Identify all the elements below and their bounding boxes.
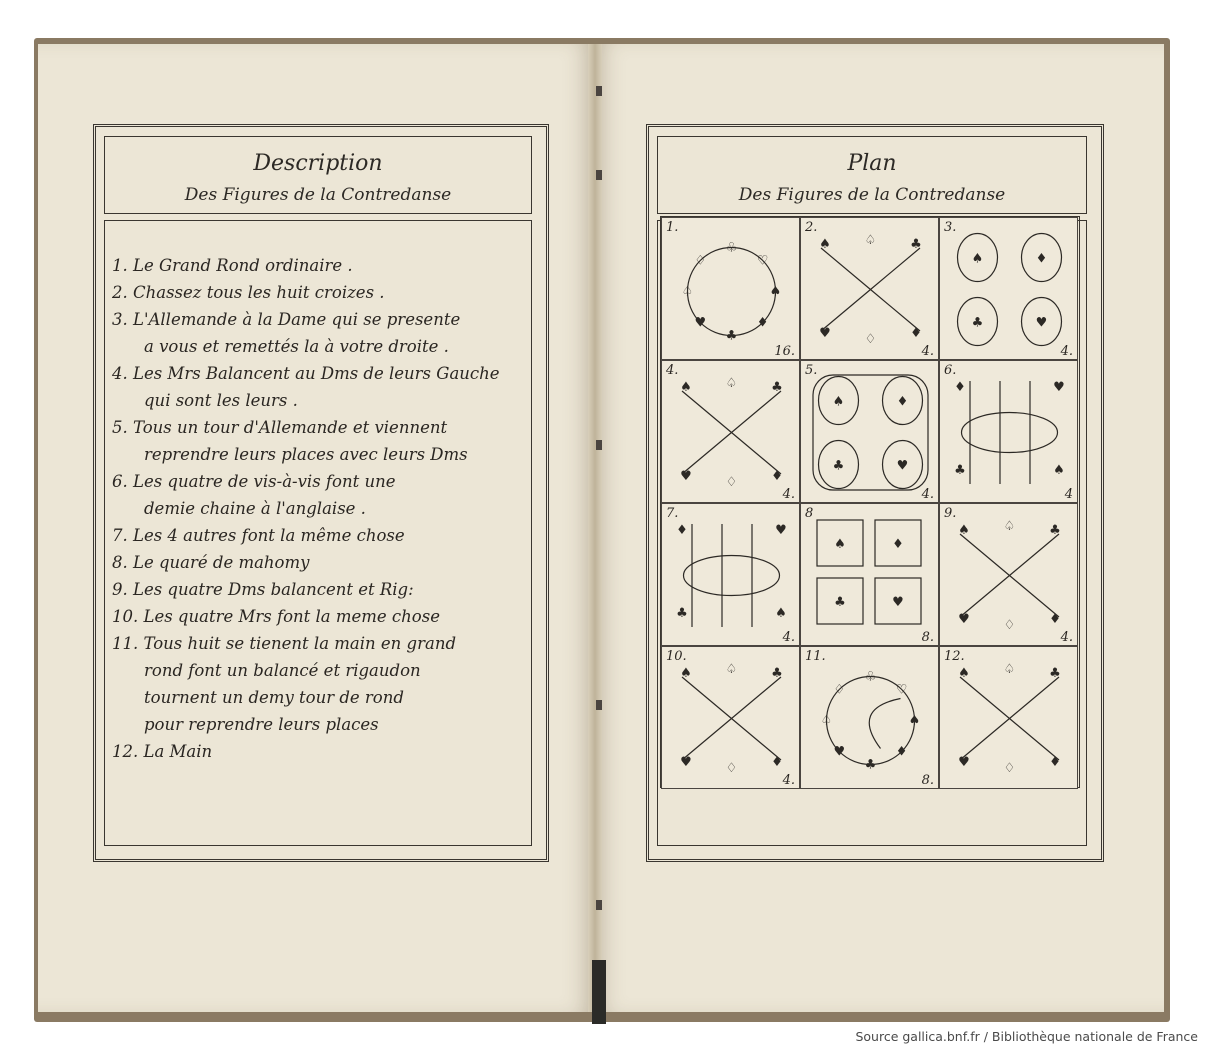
dancer-symbol: ♢ (725, 761, 738, 776)
figure-count: 8. (921, 630, 934, 645)
binding-stitch (596, 700, 602, 710)
dancer-symbol: ♤ (1003, 519, 1016, 534)
dancer-symbol: ♥ (958, 755, 970, 770)
figure-cell (800, 217, 939, 360)
figure-diagram (801, 504, 940, 647)
dancer-symbol: ♥ (694, 315, 707, 331)
figure-number: 2. (805, 220, 818, 235)
plan-title: Plan (847, 151, 897, 176)
description-line: 7. Les 4 autres font la même chose (112, 526, 405, 545)
dancer-symbol: ♢ (694, 253, 707, 269)
figure-diagram (662, 218, 801, 361)
description-line: pour reprendre leurs places (144, 715, 379, 734)
description-line: demie chaine à l'anglaise . (144, 499, 366, 518)
figure-number: 11. (805, 649, 826, 664)
plan-subtitle: Des Figures de la Contredanse (738, 185, 1006, 205)
dancer-symbol: ♠ (680, 380, 692, 395)
dancer-symbol: ♠ (834, 537, 846, 552)
description-line: 2. Chassez tous les huit croizes . (112, 283, 385, 302)
right-title-box (657, 136, 1087, 214)
dancer-symbol: ♣ (910, 237, 922, 252)
figure-diagram (662, 504, 801, 647)
dancer-symbol: ♣ (676, 606, 688, 621)
description-line: 12. La Main (112, 742, 213, 761)
dancer-symbol: ♠ (971, 251, 984, 267)
binding-stitch (596, 440, 602, 450)
dancer-symbol: ♦ (676, 523, 688, 538)
figure-cell (661, 503, 800, 646)
dancer-symbol: ♠ (775, 606, 787, 621)
dancer-symbol: ♢ (1003, 761, 1016, 776)
dancer-symbol: ♣ (771, 666, 783, 681)
dancer-symbol: ♧ (864, 669, 877, 685)
description-title: Description (253, 151, 383, 176)
dancer-symbol: ♦ (771, 755, 783, 770)
figure-count: 4. (921, 487, 934, 502)
description-line: 4. Les Mrs Balancent au Dms de leurs Gauche (112, 364, 500, 383)
figure-number: 7. (666, 506, 679, 521)
dancer-symbol: ♢ (725, 475, 738, 490)
figure-number: 12. (944, 649, 965, 664)
dancer-symbol: ♠ (958, 666, 970, 681)
figure-diagram (801, 647, 940, 790)
book-gutter (588, 44, 602, 1012)
binding-stitch (596, 900, 602, 910)
figure-diagram (940, 504, 1079, 647)
dancer-symbol: ♧ (725, 240, 738, 256)
description-line: 10. Les quatre Mrs font la meme chose (112, 607, 440, 626)
figure-cell (661, 646, 800, 789)
description-line: qui sont les leurs . (144, 391, 298, 410)
dancer-symbol: ♦ (910, 326, 922, 341)
dancer-symbol: ♤ (864, 233, 877, 248)
figure-cell (661, 217, 800, 360)
dancer-symbol: ♣ (832, 458, 845, 474)
description-line: 1. Le Grand Rond ordinaire . (112, 256, 353, 275)
dancer-symbol: ♣ (971, 315, 984, 331)
description-line: 11. Tous huit se tienent la main en grand (112, 634, 457, 653)
dancer-symbol: ♦ (1049, 755, 1061, 770)
dancer-symbol: ♥ (775, 523, 787, 538)
figure-cell (661, 360, 800, 503)
dancer-symbol: ♥ (892, 595, 904, 610)
bookmark-ribbon (592, 960, 606, 1024)
figure-count: 4. (921, 344, 934, 359)
dancer-symbol: ♤ (725, 376, 738, 391)
figure-number: 10. (666, 649, 687, 664)
figure-count: 16. (774, 344, 795, 359)
figure-cell (800, 360, 939, 503)
dancer-symbol: ♠ (908, 713, 921, 729)
figure-diagram (801, 361, 940, 504)
dancer-symbol: ♦ (771, 469, 783, 484)
dancer-symbol: ♤ (725, 662, 738, 677)
dancer-symbol: ♣ (834, 595, 846, 610)
dancer-symbol: ♠ (680, 666, 692, 681)
description-line: 8. Le quaré de mahomy (112, 553, 310, 572)
figures-grid (660, 216, 1080, 788)
dancer-symbol: ♡ (756, 253, 769, 269)
figure-cell (800, 646, 939, 789)
figure-number: 5. (805, 363, 818, 378)
description-line: a vous et remettés la à votre droite . (144, 337, 449, 356)
figure-count: 8. (921, 773, 934, 788)
figure-count: 4 (1064, 487, 1073, 502)
figure-diagram (940, 361, 1079, 504)
figure-cell (800, 503, 939, 646)
dancer-symbol: ♥ (819, 326, 831, 341)
figure-count: 4. (782, 487, 795, 502)
description-line: 9. Les quatre Dms balancent et Rig: (112, 580, 414, 599)
dancer-symbol: ♤ (820, 713, 833, 729)
figure-number: 1. (666, 220, 679, 235)
dancer-symbol: ♠ (769, 284, 782, 300)
dancer-symbol: ♠ (819, 237, 831, 252)
description-line: 3. L'Allemande à la Dame qui se presente (112, 310, 461, 329)
dancer-symbol: ♦ (895, 744, 908, 760)
dancer-symbol: ♣ (771, 380, 783, 395)
figure-diagram (662, 361, 801, 504)
figure-diagram (940, 647, 1079, 790)
dancer-symbol: ♦ (892, 537, 904, 552)
binding-stitch (596, 170, 602, 180)
figure-count: 4. (782, 773, 795, 788)
description-line: reprendre leurs places avec leurs Dms (144, 445, 468, 464)
dancer-symbol: ♤ (1003, 662, 1016, 677)
dancer-symbol: ♣ (1049, 666, 1061, 681)
dancer-symbol: ♥ (680, 755, 692, 770)
dancer-symbol: ♠ (958, 523, 970, 538)
figure-cell (939, 217, 1078, 360)
dancer-symbol: ♣ (725, 328, 738, 344)
dancer-symbol: ♦ (1049, 612, 1061, 627)
dancer-symbol: ♠ (832, 394, 845, 410)
dancer-symbol: ♦ (896, 394, 909, 410)
dancer-symbol: ♤ (681, 284, 694, 300)
description-line: 5. Tous un tour d'Allemande et viennent (112, 418, 448, 437)
figure-cell (939, 503, 1078, 646)
binding-stitch (596, 86, 602, 96)
left-title-box (104, 136, 532, 214)
figure-diagram (940, 218, 1079, 361)
dancer-symbol: ♦ (756, 315, 769, 331)
figure-number: 6. (944, 363, 957, 378)
dancer-symbol: ♦ (1035, 251, 1048, 267)
description-line: 6. Les quatre de vis-à-vis font une (112, 472, 396, 491)
dancer-symbol: ♣ (864, 757, 877, 773)
dancer-symbol: ♥ (896, 458, 909, 474)
figure-number: 4. (666, 363, 679, 378)
dancer-symbol: ♣ (1049, 523, 1061, 538)
dancer-symbol: ♥ (958, 612, 970, 627)
figure-count: 4. (1060, 630, 1073, 645)
dancer-symbol: ♢ (864, 332, 877, 347)
dancer-symbol: ♦ (954, 380, 966, 395)
dancer-symbol: ♥ (1053, 380, 1065, 395)
dancer-symbol: ♥ (1035, 315, 1048, 331)
description-line: rond font un balancé et rigaudon (144, 661, 421, 680)
figure-count: 4. (782, 630, 795, 645)
description-list (112, 252, 552, 765)
dancer-symbol: ♢ (1003, 618, 1016, 633)
dancer-symbol: ♥ (680, 469, 692, 484)
description-subtitle: Des Figures de la Contredanse (184, 185, 452, 205)
figure-number: 3. (944, 220, 957, 235)
dancer-symbol: ♣ (954, 463, 966, 478)
dancer-symbol: ♥ (833, 744, 846, 760)
figure-count: 4. (1060, 344, 1073, 359)
figure-number: 8 (805, 506, 814, 521)
dancer-symbol: ♡ (895, 682, 908, 698)
description-line: tournent un demy tour de rond (144, 688, 404, 707)
figure-number: 9. (944, 506, 957, 521)
figure-diagram (662, 647, 801, 790)
figure-cell (939, 360, 1078, 503)
dancer-symbol: ♠ (1053, 463, 1065, 478)
figure-diagram (801, 218, 940, 361)
figure-cell (939, 646, 1078, 789)
source-credit: Source gallica.bnf.fr / Bibliothèque nationale de France (855, 1029, 1198, 1044)
dancer-symbol: ♢ (833, 682, 846, 698)
